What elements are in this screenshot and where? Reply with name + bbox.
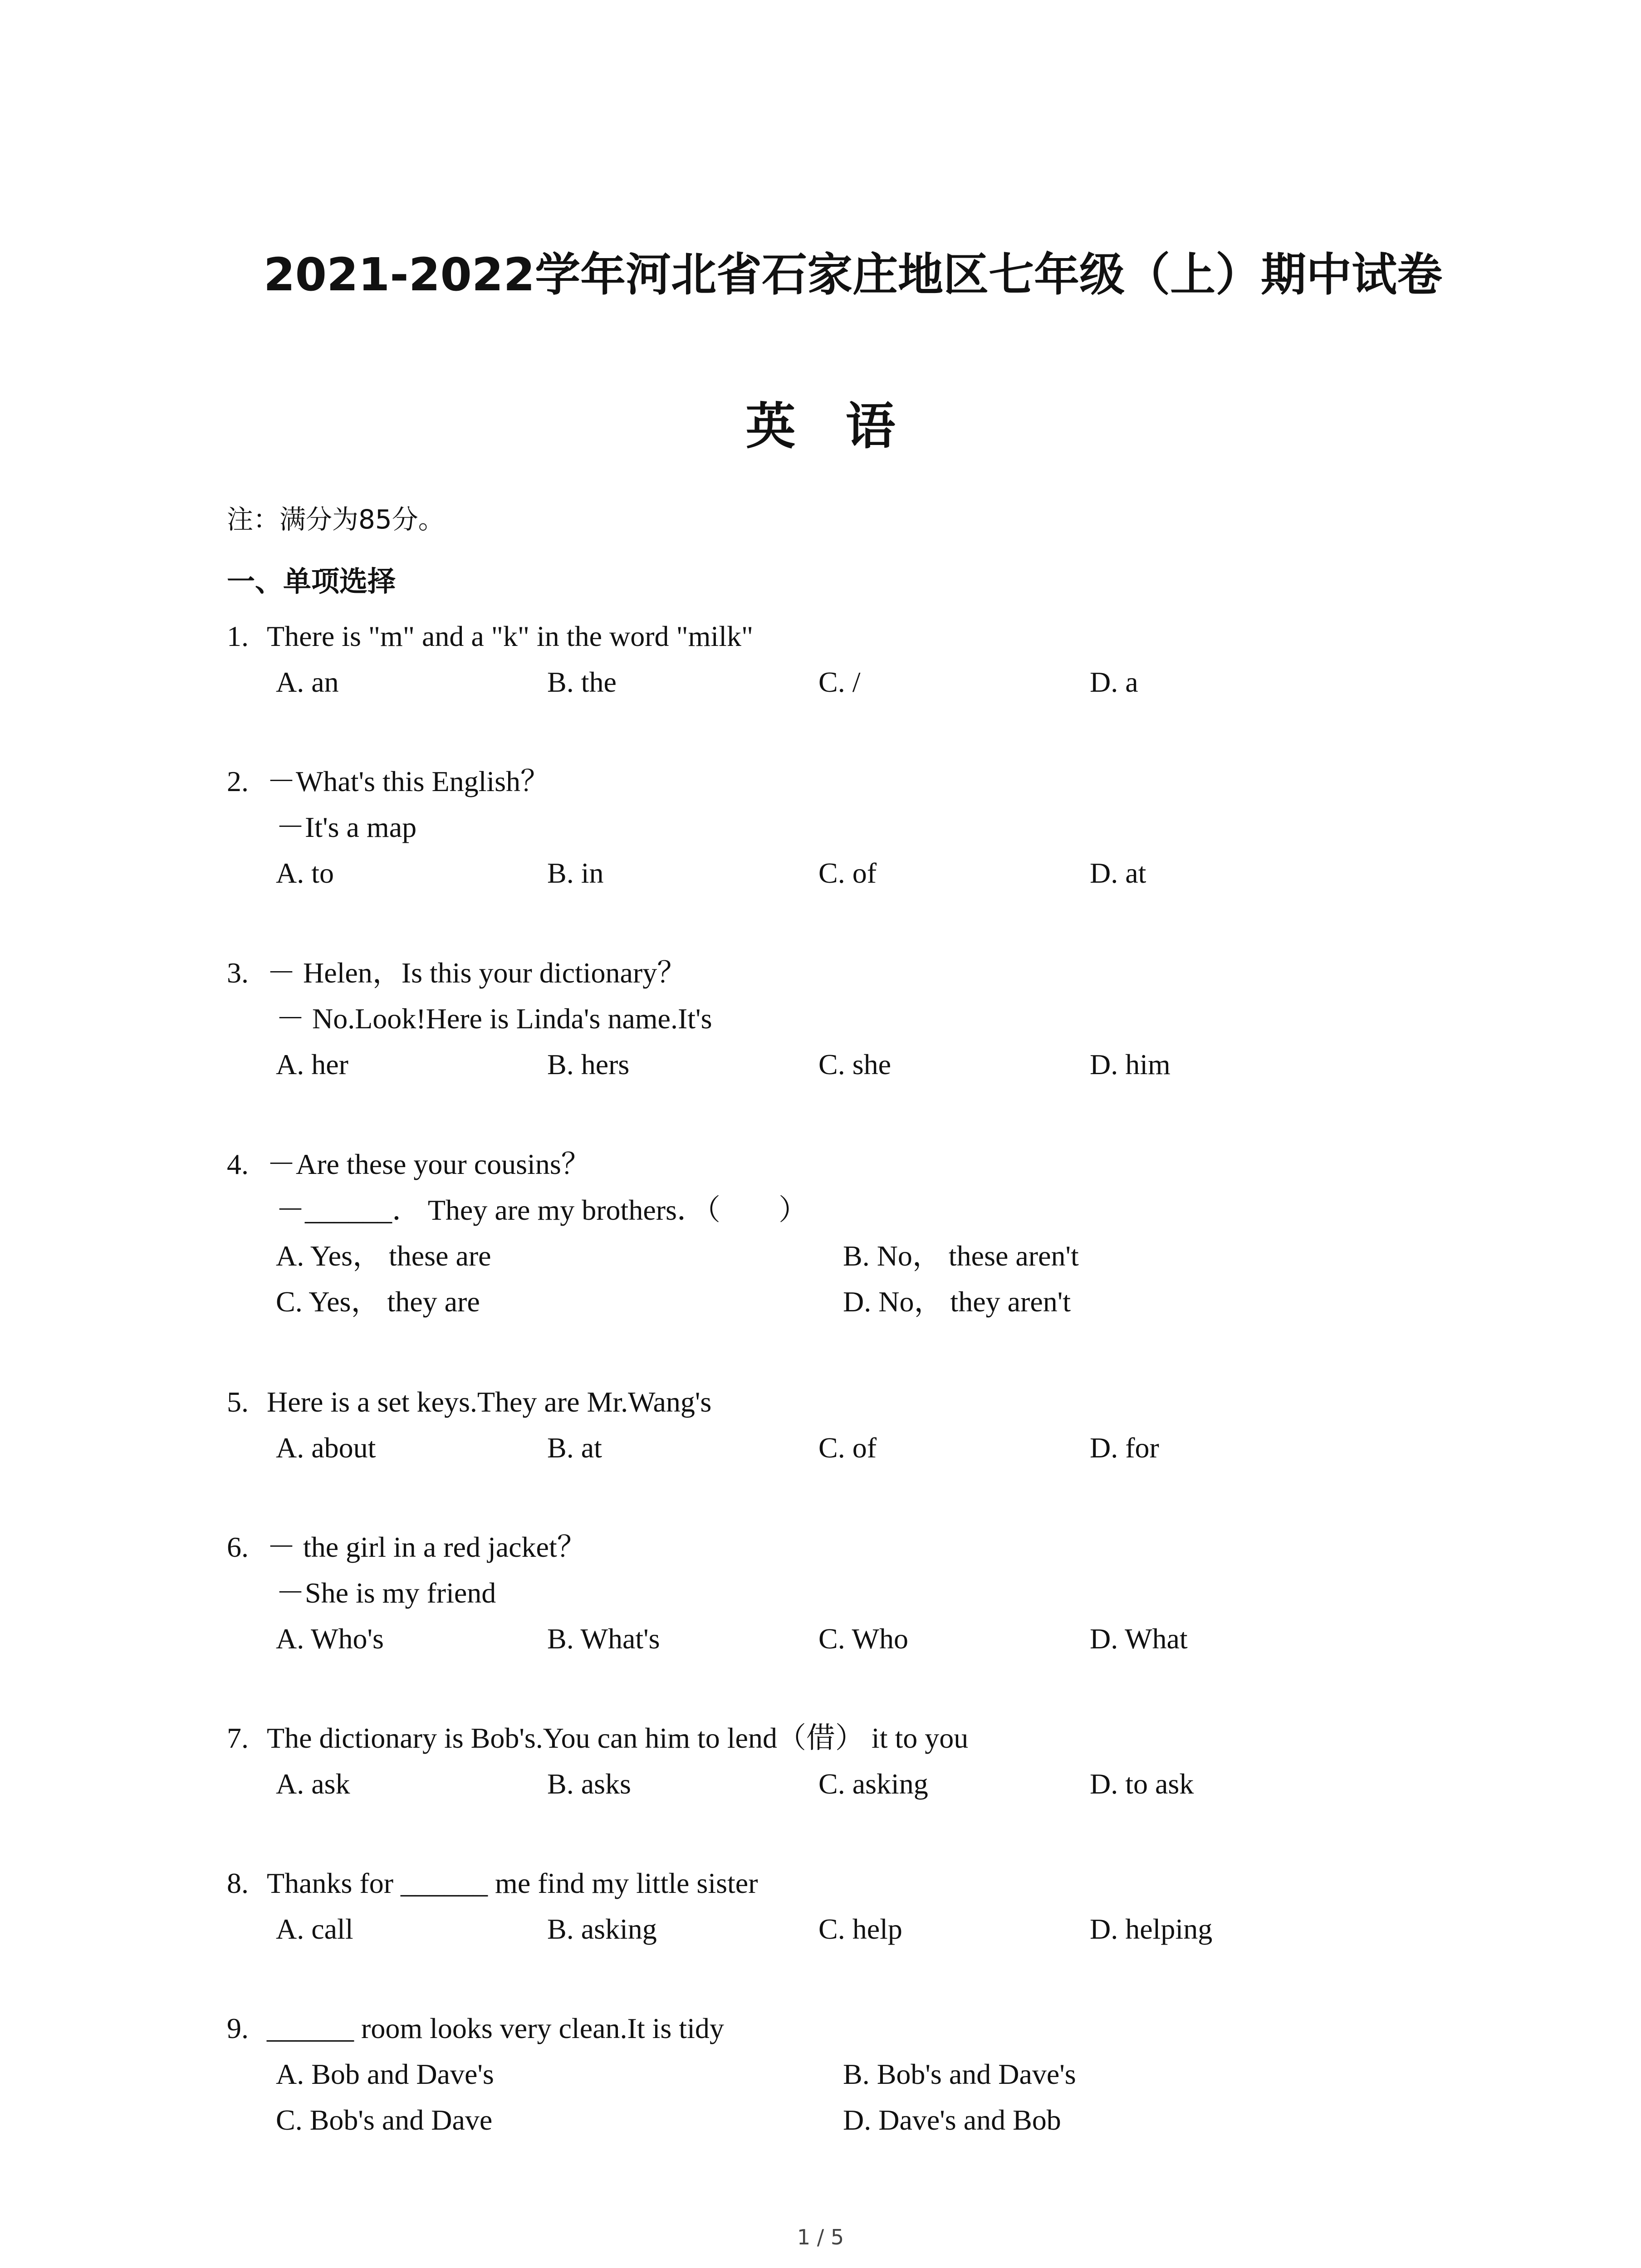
question-stem: Here is a set keys.They are Mr.Wang's xyxy=(267,1386,712,1418)
option-a: A. to xyxy=(276,857,334,889)
question-7 xyxy=(227,1715,1452,1807)
option-a: A. Yes， these are xyxy=(276,1240,491,1272)
option-b: B. What's xyxy=(547,1623,660,1655)
option-d: D. for xyxy=(1090,1432,1159,1464)
option-d: D. No， they aren't xyxy=(843,1286,1071,1318)
question-5 xyxy=(227,1379,1452,1471)
question-8 xyxy=(227,1860,1452,1952)
option-a: A. ask xyxy=(276,1768,350,1800)
option-a: A. her xyxy=(276,1048,348,1080)
option-b: B. Bob's and Dave's xyxy=(843,2058,1076,2090)
question-1 xyxy=(227,613,1452,705)
option-b: B. the xyxy=(547,666,617,698)
option-c: C. / xyxy=(818,666,861,698)
question-stem: －Are these your cousins？ xyxy=(267,1148,590,1180)
option-b: B. at xyxy=(547,1432,602,1464)
question-number: 5. xyxy=(227,1386,249,1418)
exam-title: 2021-2022学年河北省石家庄地区七年级（上）期中试卷 xyxy=(263,248,1443,301)
option-d: D. him xyxy=(1090,1048,1171,1080)
option-c: C. Who xyxy=(818,1623,908,1655)
option-c: C. of xyxy=(818,1432,877,1464)
option-a: A. about xyxy=(276,1432,376,1464)
option-a: A. Bob and Dave's xyxy=(276,2058,494,2090)
option-c: C. of xyxy=(818,857,877,889)
question-6 xyxy=(227,1524,1452,1662)
option-a: A. an xyxy=(276,666,339,698)
option-c: C. Yes， they are xyxy=(276,1286,480,1318)
option-c: C. Bob's and Dave xyxy=(276,2104,493,2136)
question-stem: － Helen，Is this your dictionary？ xyxy=(267,957,686,989)
question-dialogue-line: － No.Look!Here is Linda's name.It's xyxy=(276,1002,712,1035)
question-stem: ______ room looks very clean.It is tidy xyxy=(267,2012,724,2044)
option-d: D. What xyxy=(1090,1623,1188,1655)
question-number: 9. xyxy=(227,2012,249,2044)
question-3 xyxy=(227,950,1452,1087)
option-d: D. Dave's and Bob xyxy=(843,2104,1061,2136)
option-b: B. asking xyxy=(547,1913,657,1945)
question-4 xyxy=(227,1141,1452,1325)
question-stem: Thanks for ______ me find my little sister xyxy=(267,1867,758,1899)
question-number: 3. xyxy=(227,957,249,989)
question-9 xyxy=(227,2005,1452,2143)
question-number: 2. xyxy=(227,765,249,797)
question-stem: There is "m" and a "k" in the word "milk" xyxy=(267,620,754,652)
option-b: B. No， these aren't xyxy=(843,1240,1079,1272)
option-d: D. helping xyxy=(1090,1913,1213,1945)
option-b: B. in xyxy=(547,857,604,889)
option-a: A. call xyxy=(276,1913,353,1945)
score-note: 注：满分为85分。 xyxy=(227,504,445,535)
subject-heading: 英语 xyxy=(745,397,945,455)
option-d: D. at xyxy=(1090,857,1146,889)
question-number: 7. xyxy=(227,1722,249,1754)
question-stem: － the girl in a red jacket？ xyxy=(267,1531,586,1563)
option-b: B. hers xyxy=(547,1048,630,1080)
option-d: D. a xyxy=(1090,666,1138,698)
question-number: 8. xyxy=(227,1867,249,1899)
option-c: C. help xyxy=(818,1913,902,1945)
question-number: 4. xyxy=(227,1148,249,1180)
option-c: C. asking xyxy=(818,1768,928,1800)
section-title: 一、单项选择 xyxy=(227,565,396,598)
question-dialogue-line: －______． They are my brothers．（ ） xyxy=(276,1194,808,1226)
option-b: B. asks xyxy=(547,1768,631,1800)
option-a: A. Who's xyxy=(276,1623,384,1655)
question-dialogue-line: －It's a map xyxy=(276,811,417,843)
question-number: 6. xyxy=(227,1531,249,1563)
question-stem: －What's this English？ xyxy=(267,765,550,797)
option-d: D. to ask xyxy=(1090,1768,1194,1800)
question-number: 1. xyxy=(227,620,249,652)
question-dialogue-line: －She is my friend xyxy=(276,1577,496,1609)
question-stem: The dictionary is Bob's.You can him to lend（借） it to you xyxy=(267,1722,969,1754)
page-number: 1 / 5 xyxy=(797,2225,844,2249)
question-2 xyxy=(227,758,1452,896)
option-c: C. she xyxy=(818,1048,891,1080)
